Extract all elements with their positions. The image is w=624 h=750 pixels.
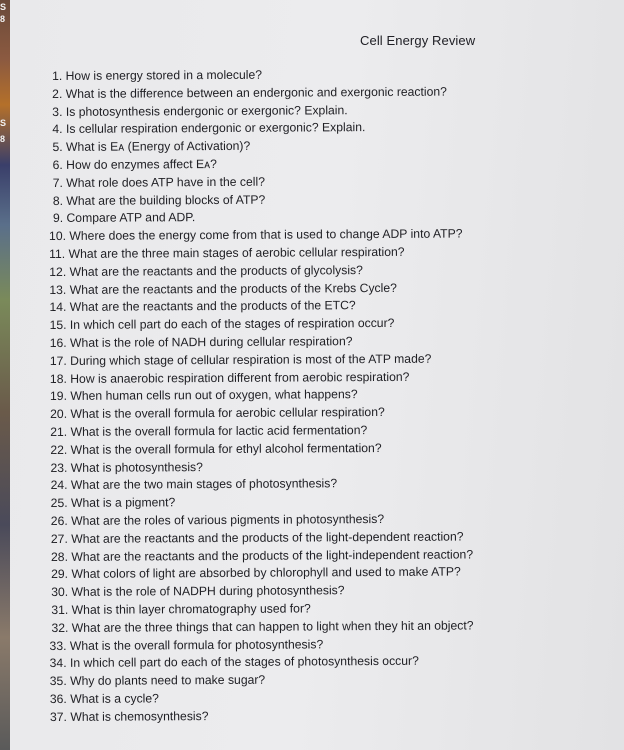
edge-label: 8: [0, 14, 6, 24]
list-item: 13. What are the reactants and the products of the Krebs Cycle?: [49, 280, 397, 297]
list-item: 35. Why do plants need to make sugar?: [49, 672, 266, 689]
list-item: 22. What is the overall formula for ethyl alcohol fermentation?: [50, 440, 382, 457]
list-item: 23. What is photosynthesis?: [50, 459, 203, 475]
edge-label: S: [0, 2, 7, 12]
list-item: 32. What are the three things that can happen to light when they hit an object?: [51, 618, 474, 635]
list-item: 18. How is anaerobic respiration different from aerobic respiration?: [49, 369, 410, 386]
list-item: 33. What is the overall formula for photosynthesis?: [49, 636, 324, 653]
edge-label: 8: [0, 134, 6, 144]
list-item: 29. What colors of light are absorbed by chlorophyll and used to make ATP?: [51, 564, 461, 582]
list-item: 2. What is the difference between an endergonic and exergonic reaction?: [52, 84, 447, 101]
page-title: Cell Energy Review: [360, 33, 476, 48]
list-item: 1. How is energy stored in a molecule?: [52, 67, 263, 83]
list-item: 15. In which cell part do each of the stages of respiration occur?: [49, 316, 395, 333]
list-item: 17. During which stage of cellular respiration is most of the ATP made?: [49, 351, 432, 368]
list-item: 19. When human cells run out of oxygen, what happens?: [49, 387, 358, 404]
list-item: 11. What are the three main stages of aerobic cellular respiration?: [49, 244, 405, 261]
list-item: 16. What is the role of NADH during cellular respiration?: [49, 334, 353, 350]
list-item: 25. What is a pigment?: [50, 495, 176, 511]
list-item: 5. What is Eᴀ (Energy of Activation)?: [52, 138, 251, 155]
list-item: 37. What is chemosynthesis?: [49, 708, 209, 724]
list-item: 9. Compare ATP and ADP.: [52, 210, 196, 226]
list-item: 28. What are the reactants and the products of the light-independent reaction?: [50, 546, 474, 564]
list-item: 10. Where does the energy come from that is used to change ADP into ATP?: [48, 226, 463, 244]
list-item: 12. What are the reactants and the products of glycolysis?: [49, 262, 363, 279]
list-item: 21. What is the overall formula for lactic acid fermentation?: [50, 423, 368, 439]
question-list: [48, 65, 474, 726]
list-item: 30. What is the role of NADPH during photosynthesis?: [51, 583, 345, 600]
list-item: 26. What are the roles of various pigments in photosynthesis?: [50, 511, 385, 528]
list-item: 20. What is the overall formula for aerobic cellular respiration?: [50, 405, 385, 422]
list-item: 8. What are the building blocks of ATP?: [52, 192, 266, 208]
list-item: 4. Is cellular respiration endergonic or exergonic? Explain.: [52, 120, 366, 137]
list-item: 27. What are the reactants and the products of the light-dependent reaction?: [50, 529, 464, 546]
list-item: 24. What are the two main stages of photosynthesis?: [50, 476, 338, 493]
list-item: 7. What role does ATP have in the cell?: [52, 174, 266, 190]
list-item: 36. What is a cycle?: [49, 691, 159, 706]
list-item: 6. How do enzymes affect Eᴀ?: [52, 156, 217, 172]
list-item: 31. What is thin layer chromatography used for?: [51, 601, 311, 617]
adjacent-page-edge: [0, 0, 10, 750]
list-item: 3. Is photosynthesis endergonic or exergonic? Explain.: [52, 102, 348, 119]
edge-label: S: [0, 118, 7, 128]
list-item: 14. What are the reactants and the products of the ETC?: [49, 298, 356, 315]
list-item: 34. In which cell part do each of the stages of photosynthesis occur?: [49, 654, 419, 671]
